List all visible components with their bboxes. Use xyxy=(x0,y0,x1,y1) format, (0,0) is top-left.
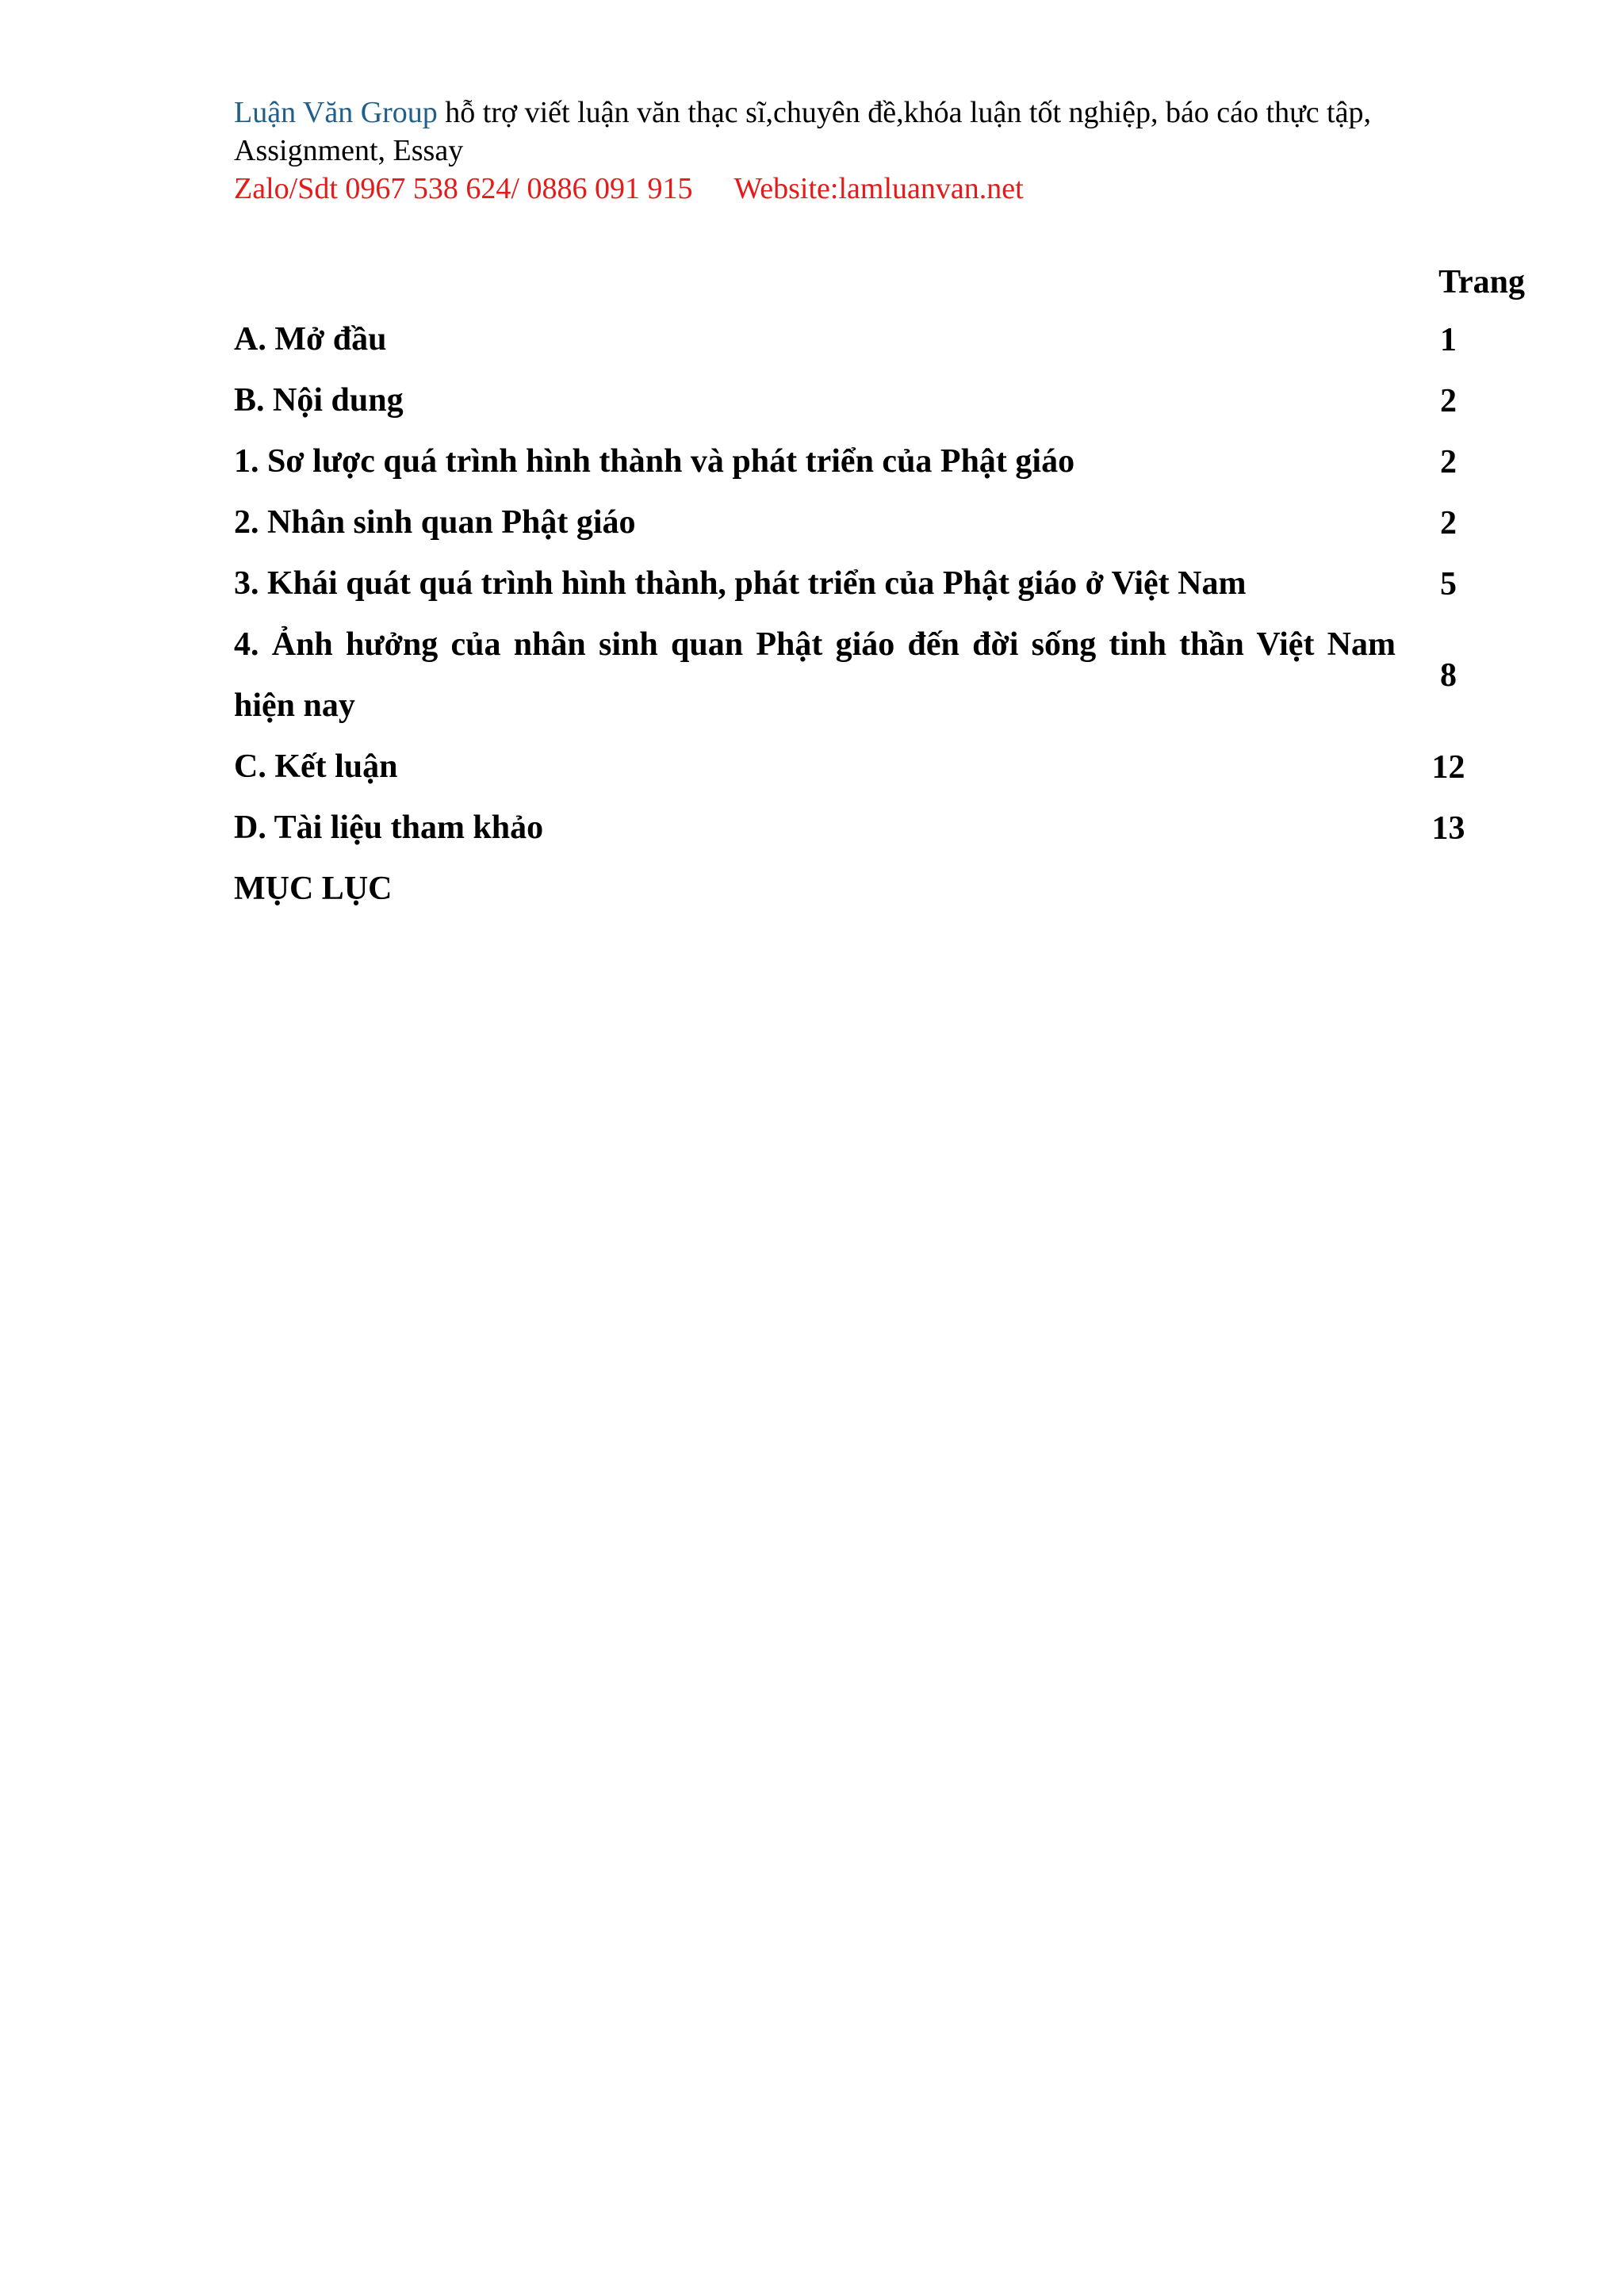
toc-entry xyxy=(234,614,1525,737)
contact-phone: Zalo/Sdt 0967 538 624/ 0886 091 915 xyxy=(234,172,693,205)
toc-entry-page: 2 xyxy=(1440,504,1457,541)
toc-entry-title: 4. Ảnh hưởng của nhân sinh quan Phật giáo đến đời sống tinh thần Việt Nam hiện nay xyxy=(234,626,1396,724)
toc-entry xyxy=(234,737,1525,798)
toc-header xyxy=(234,263,1525,309)
toc-entry-page: 1 xyxy=(1440,321,1457,358)
toc-entry-page: 2 xyxy=(1440,443,1457,480)
brand-name: Luận Văn Group xyxy=(234,96,438,129)
toc-entry xyxy=(234,798,1525,859)
table-of-contents xyxy=(234,263,1525,920)
toc-footer-title: MỤC LỤC xyxy=(234,871,393,907)
contact-website: Website:lamluanvan.net xyxy=(733,172,1024,205)
toc-entry-page: 8 xyxy=(1440,657,1457,694)
toc-entry-page: 13 xyxy=(1431,809,1465,847)
toc-entry-page: 2 xyxy=(1440,382,1457,419)
toc-entry-title: 1. Sơ lược quá trình hình thành và phát triển của Phật giáo xyxy=(234,443,1075,480)
toc-entry xyxy=(234,553,1525,614)
header-tagline: hỗ trợ viết luận văn thạc sĩ,chuyên đề,khóa luận tốt nghiệp, báo cáo thực tập, xyxy=(437,96,1371,129)
toc-entry-page: 12 xyxy=(1431,748,1465,786)
toc-entry-title: B. Nội dung xyxy=(234,382,404,419)
page-column-header: Trang xyxy=(1438,264,1525,300)
toc-entry xyxy=(234,309,1525,370)
toc-entry-title: 3. Khái quát quá trình hình thành, phát triển của Phật giáo ở Việt Nam xyxy=(234,565,1247,602)
header-line-2 xyxy=(234,132,1519,170)
header-line-3 xyxy=(234,170,1519,208)
toc-entry-title: C. Kết luận xyxy=(234,748,398,785)
document-header xyxy=(234,94,1519,208)
toc-entry-page: 5 xyxy=(1440,565,1457,603)
header-tagline-cont: Assignment, Essay xyxy=(234,134,464,167)
toc-entry-title: A. Mở đầu xyxy=(234,321,387,358)
toc-entry xyxy=(234,370,1525,431)
toc-entry xyxy=(234,431,1525,492)
toc-entry xyxy=(234,492,1525,553)
header-line-1 xyxy=(234,94,1519,132)
toc-entry-title: D. Tài liệu tham khảo xyxy=(234,809,544,846)
toc-entry-title: 2. Nhân sinh quan Phật giáo xyxy=(234,504,636,541)
